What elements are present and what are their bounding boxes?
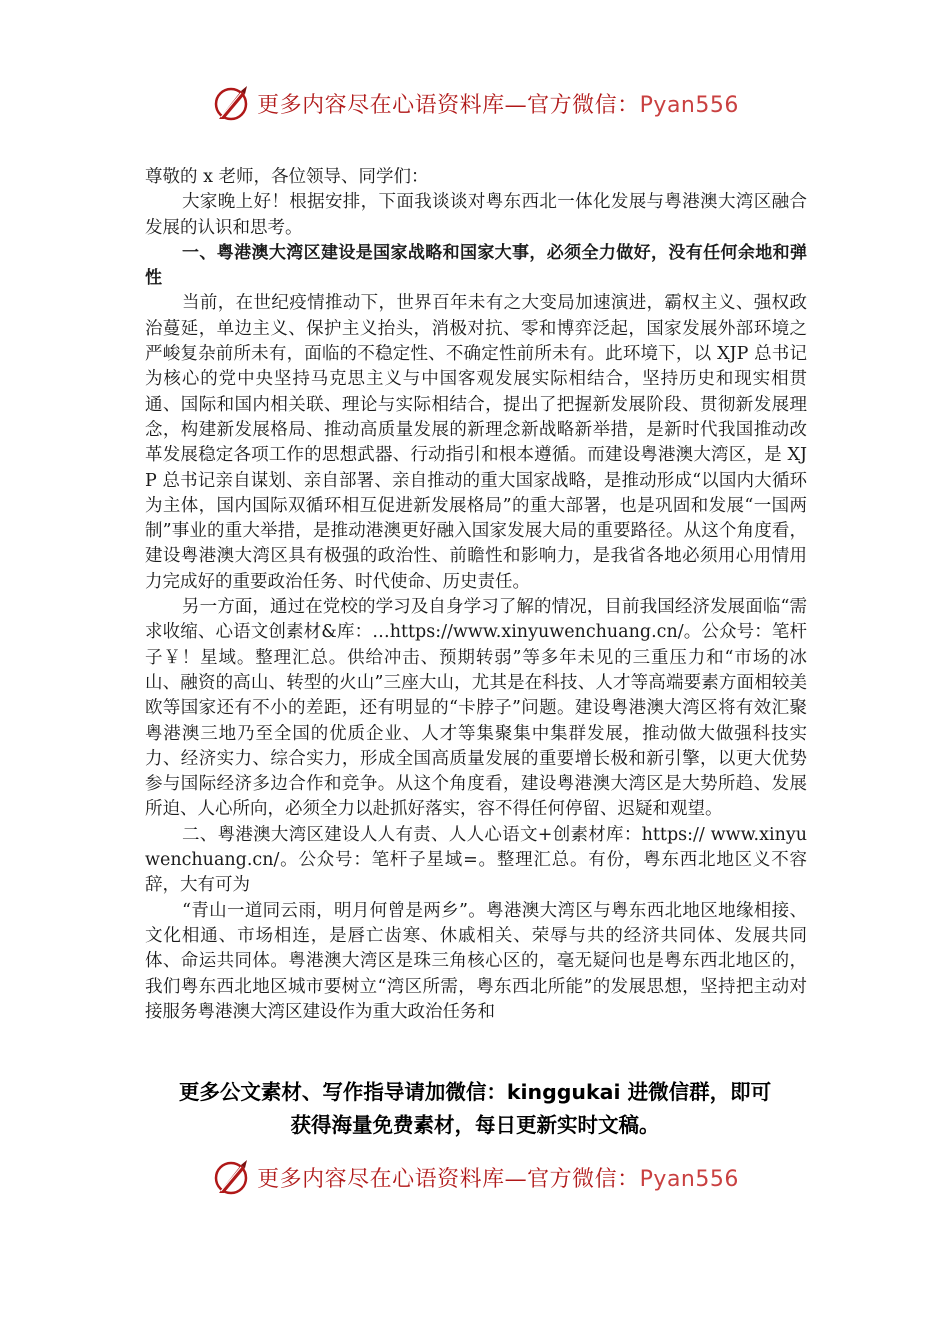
paragraph-intro: 大家晚上好！根据安排，下面我谈谈对粤东西北一体化发展与粤港澳大湾区融合发展的认识和思考。 <box>145 192 807 238</box>
wechat-id: Pyan556 <box>639 1166 739 1192</box>
footer-banner <box>0 1152 950 1202</box>
promo-notice <box>100 1076 850 1142</box>
paragraph-2: 另一方面，通过在党校的学习及自身学习了解的情况，目前我国经济发展面临“需求收缩、心语文创素材&库：…https://www.xinyuwenchuang.cn/。公众号：笔杆子￥！星域。整理汇总。供给冲击、预期转弱”等多年未见的三重压力和“市场的冰山、融资的高山、转型的火山”三座大山，尤其是在科技、人才等高端要素方面相较美欧等国家还有不小的差距，还有明显的“卡脖子”问题。建设粤港澳大湾区将有效汇聚粤港澳三地乃至全国的优质企业、人才等集聚集中集群发展，推动做大做强科技实力、经济实力、综合实力，形成全国高质量发展的重要增长极和新引擎，以更大优势参与国际经济多边合作和竞争。从这个角度看，建设粤港澳大湾区是大势所趋、发展所迫、人心所向，必须全力以赴抓好落实，容不得任何停留、迟疑和观望。 <box>145 597 807 820</box>
section-heading-2: 二、粤港澳大湾区建设人人有责、人人心语文+创素材库：https:// www.xinyuwenchuang.cn/。公众号：笔杆子星域=。整理汇总。有份，粤东西北地区义不容辞，大有可为 <box>145 824 807 896</box>
header-banner <box>0 78 950 128</box>
promo-line-2: 获得海量免费素材，每日更新实时文稿。 <box>290 1113 660 1137</box>
section-heading-1: 一、粤港澳大湾区建设是国家战略和国家大事，必须全力做好，没有任何余地和弹性 <box>145 242 807 289</box>
promo-line-1: 更多公文素材、写作指导请加微信：kinggukai 进微信群，即可 <box>178 1080 772 1104</box>
wechat-id: Pyan556 <box>639 92 739 118</box>
header-banner-text: 更多内容尽在心语资料库—官方微信：Pyan556 <box>257 92 739 118</box>
footer-banner-text: 更多内容尽在心语资料库—官方微信：Pyan556 <box>257 1166 739 1192</box>
quill-pen-logo-icon <box>211 1157 251 1197</box>
greeting: 尊敬的 x 老师，各位领导、同学们： <box>145 167 429 187</box>
paragraph-3: “青山一道同云雨，明月何曾是两乡”。粤港澳大湾区与粤东西北地区地缘相接、文化相通、市场相连，是唇亡齿寒、休戚相关、荣辱与共的经济共同体、发展共同体、命运共同体。粤港澳大湾区是珠三角核心区的，毫无疑问也是粤东西北地区的，我们粤东西北地区城市要树立“湾区所需，粤东西北所能”的发展思想，坚持把主动对接服务粤港澳大湾区建设作为重大政治任务和 <box>145 900 807 1022</box>
paragraph-1: 当前，在世纪疫情推动下，世界百年未有之大变局加速演进，霸权主义、强权政治蔓延，单边主义、保护主义抬头，消极对抗、零和博弈泛起，国家发展外部环境之严峻复杂前所未有，面临的不稳定性、不确定性前所未有。此环境下，以 XJP 总书记为核心的党中央坚持马克思主义与中国客观发展实际相结合，坚持历史和现实相贯通、国际和国内相关联、理论与实际相结合，提出了把握新发展阶段、贯彻新发展理念，构建新发展格局、推动高质量发展的新理念新战略新举措，是新时代我国推动改革发展稳定各项工作的思想武器、行动指引和根本遵循。而建设粤港澳大湾区，是 XJP 总书记亲自谋划、亲自部署、亲自推动的重大国家战略，是推动形成“以国内大循环为主体，国内国际双循环相互促进新发展格局”的重大部署，也是巩固和发展“一国两制”事业的重大举措，是推动港澳更好融入国家发展大局的重要路径。从这个角度看，建设粤港澳大湾区具有极强的政治性、前瞻性和影响力，是我省各地必须用心用情用力完成好的重要政治任务、时代使命、历史责任。 <box>145 293 807 592</box>
quill-pen-logo-icon <box>211 83 251 123</box>
document-body <box>145 165 807 1025</box>
